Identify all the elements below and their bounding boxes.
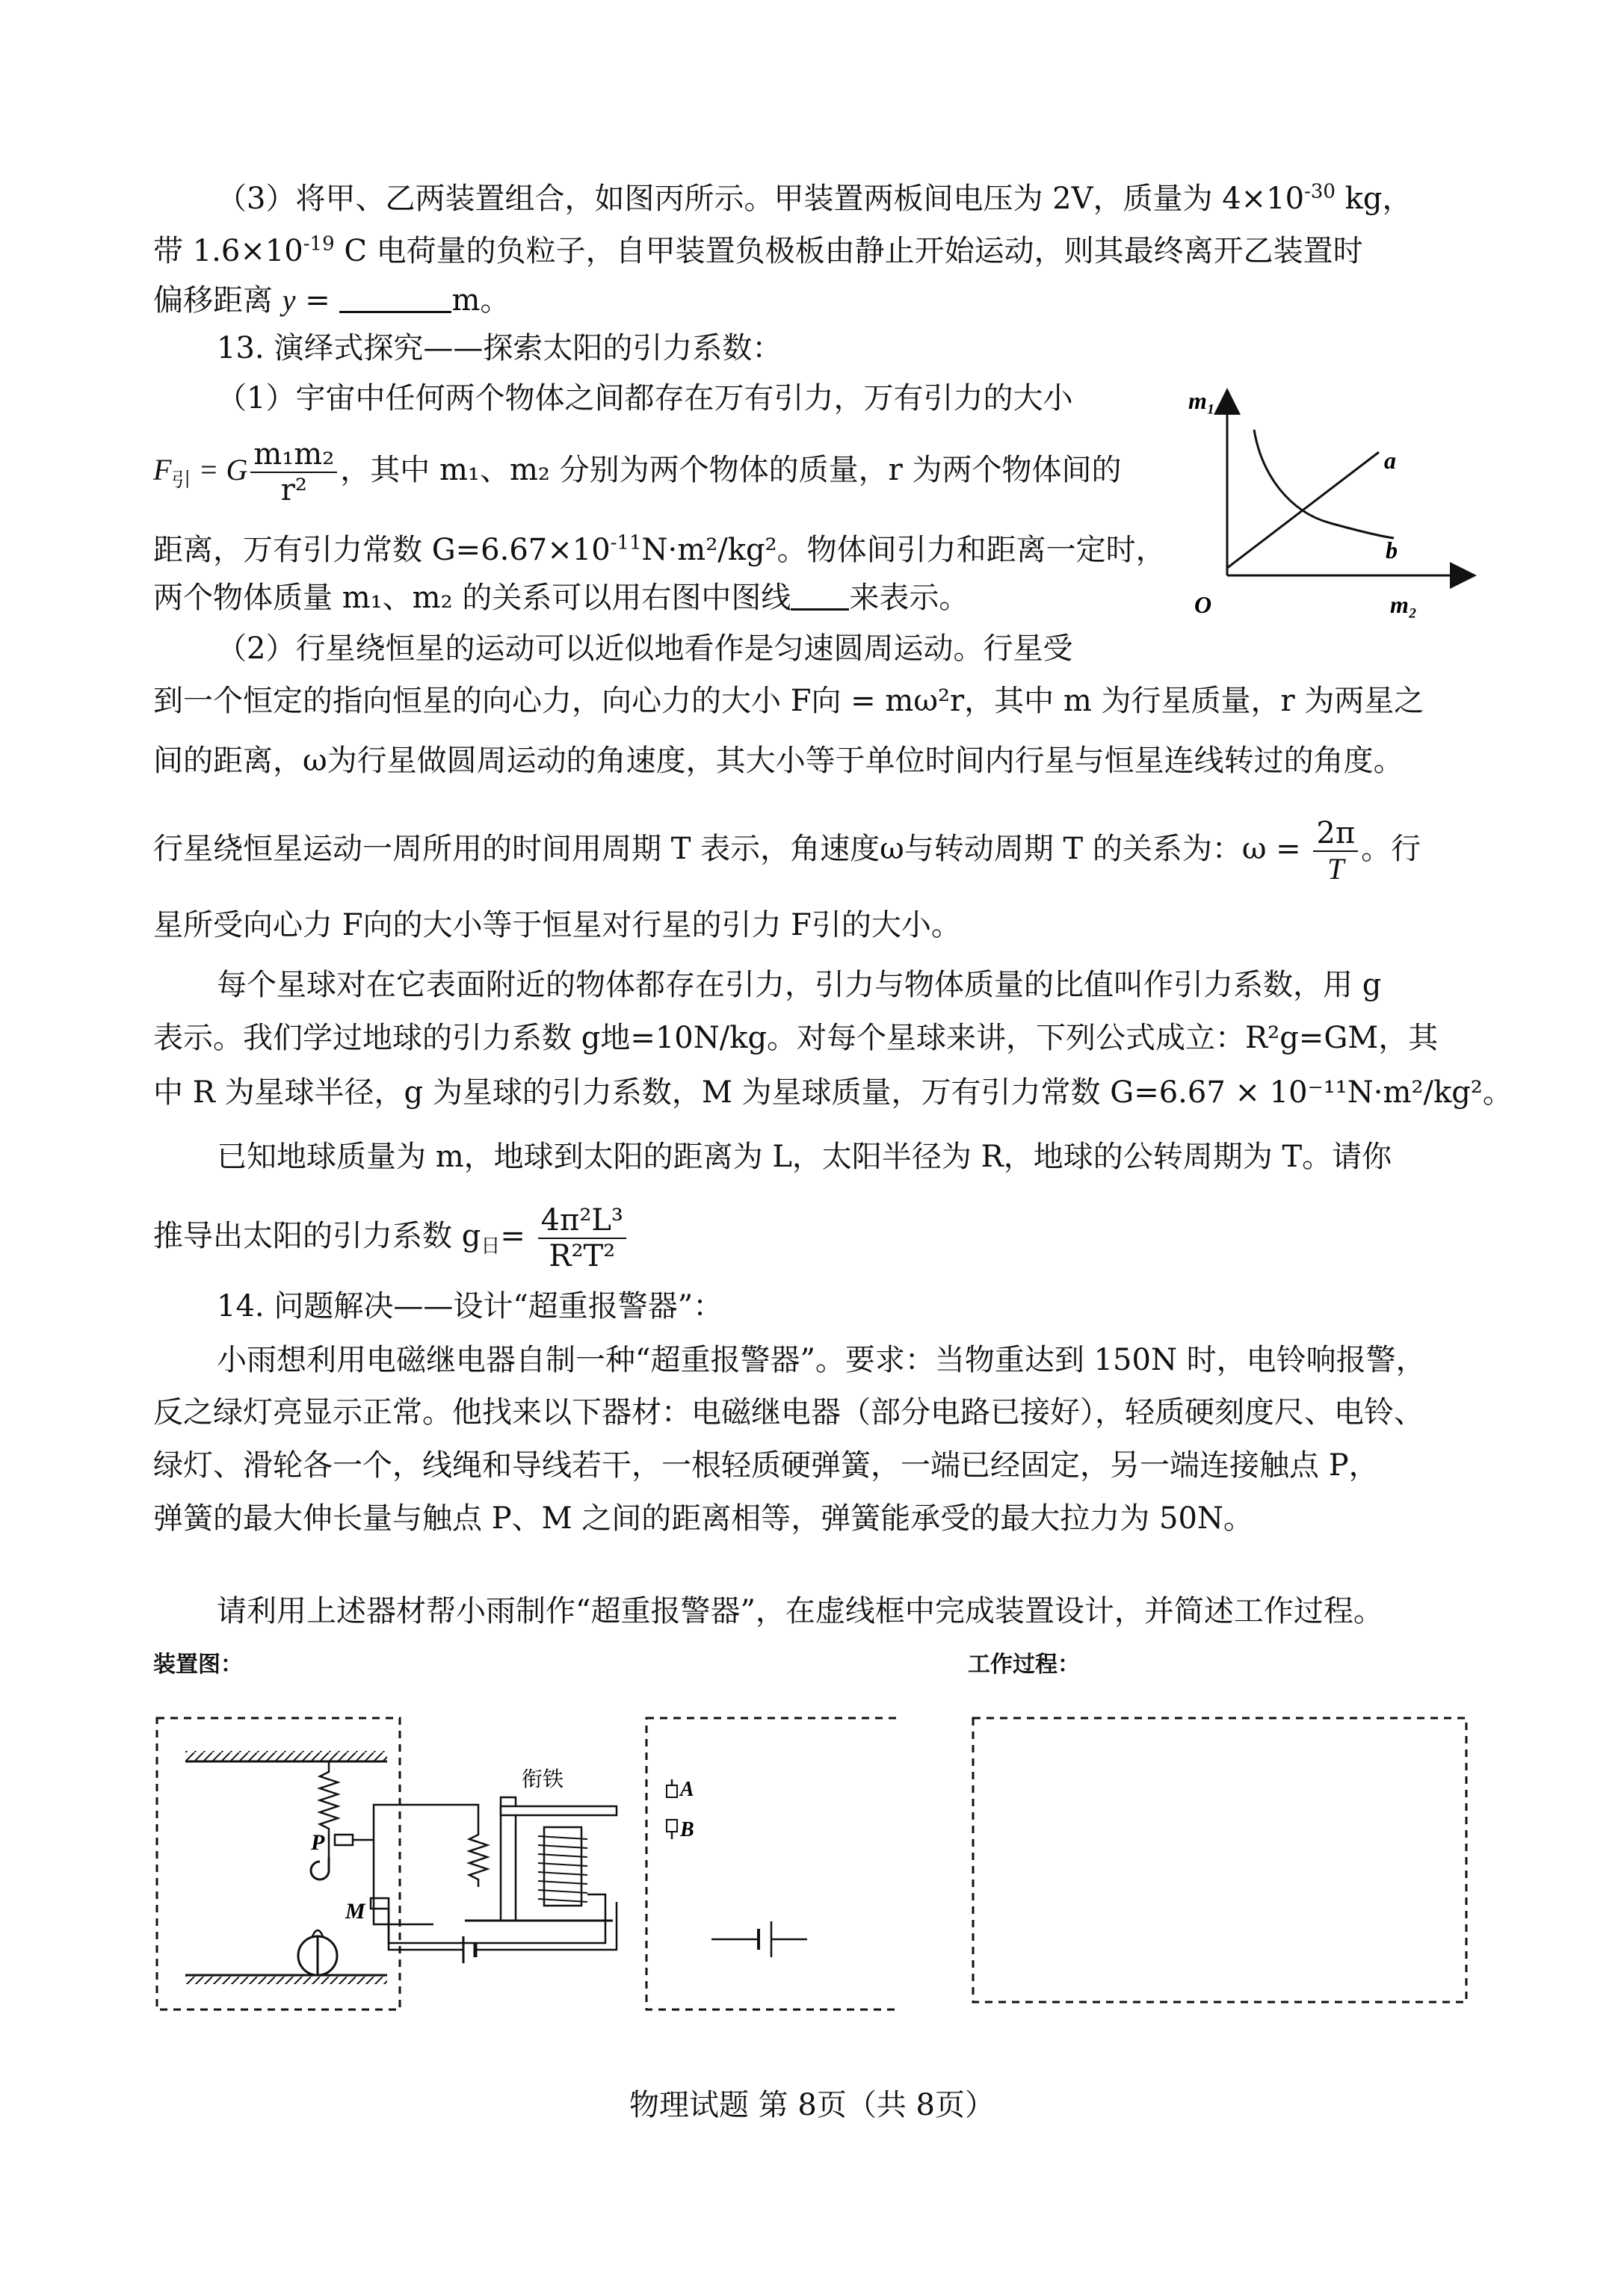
wire-p-top [353,1805,478,1840]
curve-b [1254,430,1394,538]
y-axis-label: m₁ [1188,387,1216,414]
q13-title: 13. 演绎式探究——探索太阳的引力系数： [217,331,782,365]
work-process-label: 工作过程： [968,1652,1080,1678]
q12-part3-line1: （3）将甲、乙两装置组合，如图丙所示。甲装置两板间电压为 2V，质量为 $4\times 10^{-30}$ kg， [217,180,1412,216]
q14-title: 14. 问题解决——设计“超重报警器”： [217,1289,723,1323]
contact-a [667,1785,677,1797]
q13-p4-line1: 已知地球质量为 m，地球到太阳的距离为 L，太阳半径为 R，地球的公转周期为 T。请你 [217,1140,1392,1174]
q13-p2-line5: 星所受向心力 F向的大小等于恒星对行星的引力 F引的大小。 [153,908,961,942]
curve-a-label: a [1384,447,1396,474]
q13-p2-line1: （2）行星绕恒星的运动可以近似地看作是匀速圆周运动。行星受 [217,631,1073,666]
q13-p4-line2: 推导出太阳的引力系数 $g_日=$ $\frac{\text{4π²L³}}{\text{R²T²}}$ [153,1203,629,1273]
q13-p3-line3: 中 R 为星球半径，g 为星球的引力系数，M 为星球质量，万有引力常数 G=6.67 × 10⁻¹¹N·m²/kg²。 [153,1075,1513,1110]
answer-blank-curve[interactable] [791,608,849,611]
omega-fraction: $\frac{2\pi}{T}$ [1313,816,1358,886]
coil-wire-left [374,1840,433,1924]
q14-line5: 请利用上述器材帮小雨制作“超重报警器”，在虚线框中完成装置设计，并简述工作过程。 [217,1594,1383,1628]
relay-spring [469,1827,487,1887]
armature-label: 衔铁 [522,1768,564,1791]
q13-p2-line4: 行星绕恒星运动一周所用的时间用周期 T 表示，角速度ω与转动周期 T 的关系为：ω = $\frac{2\pi}{T}$ 。行 [153,816,1421,886]
ceiling-hatch [185,1751,387,1761]
q13-p1-line2: $F_引 = G$ $\frac{\text{m₁m₂}}{\text{r²}}$ ，其中 m₁、m₂ 分别为两个物体的质量，r 为两个物体间的 [153,437,1122,507]
answer-blank-y[interactable] [339,311,451,313]
hook [311,1857,329,1879]
q12-part3-line3: 偏移距离 y = m。 [153,283,510,318]
q13-p2-line3: 间的距离，ω为行星做圆周运动的角速度，其大小等于单位时间内行星与恒星连线转过的角度。 [153,744,1404,778]
contact-p [335,1835,353,1845]
q13-p3-line1: 每个星球对在它表面附近的物体都存在引力，引力与物体质量的比值叫作引力系数，用 g [217,968,1382,1002]
gravity-formula-fraction: $\frac{\text{m₁m₂}}{\text{r²}}$ [250,437,337,507]
spring [320,1761,338,1839]
work-process-box[interactable] [964,1708,1487,2021]
q14-line4: 弹簧的最大伸长量与触点 P、M 之间的距离相等，弹簧能承受的最大拉力为 50N。 [153,1501,1253,1536]
floor-hatch [185,1975,387,1984]
device-diagram [149,1708,897,2029]
contact-p-label: P [311,1830,325,1855]
right-dashed-box[interactable] [646,1718,897,2010]
electromagnet-windings [538,1836,587,1902]
page-footer: 物理试题 第 8页（共 8页） [629,2088,995,2122]
sun-g-fraction: $\frac{\text{4π²L³}}{\text{R²T²}}$ [538,1203,626,1273]
q13-p1-line1: （1）宇宙中任何两个物体之间都存在万有引力，万有引力的大小 [217,381,1073,416]
curve-b-label: b [1386,537,1398,563]
origin-label: O [1194,591,1212,618]
q14-line2: 反之绿灯亮显示正常。他找来以下器材：电磁继电器（部分电路已接好），轻质硬刻度尺、电铃、 [153,1395,1424,1430]
q13-p3-line2: 表示。我们学过地球的引力系数 g地=10N/kg。对每个星球来讲，下列公式成立：R²g=GM，其 [153,1021,1439,1055]
contact-b-label: B [680,1818,694,1841]
armature [501,1806,617,1815]
q14-line3: 绿灯、滑轮各一个，线绳和导线若干，一根轻质硬弹簧，一端已经固定，另一端连接触点 P， [153,1448,1379,1483]
m1-m2-graph [1188,385,1480,624]
contact-m-label: M [345,1899,365,1924]
q14-line1: 小雨想利用电磁继电器自制一种“超重报警器”。要求：当物重达到 150N 时，电铃响报警， [217,1343,1426,1377]
q13-p2-line2: 到一个恒定的指向恒星的向心力，向心力的大小 F向 = mω²r，其中 m 为行星质量，r 为两星之 [153,684,1424,718]
device-diagram-label: 装置图： [153,1652,243,1678]
contact-b [667,1820,677,1832]
q13-p1-line4: 两个物体质量 m₁、m₂ 的关系可以用右图中图线 来表示。 [153,581,969,615]
x-axis-label: m₂ [1390,591,1418,618]
q12-part3-line2: 带 $1.6\times 10^{-19}$ C 电荷量的负粒子，自甲装置负极板由静止开始运动，则其最终离开乙装置时 [153,232,1363,268]
q13-p1-line3: 距离，万有引力常数 $G=6.67\times 10^{-11}N\cdot m^2$/kg²。物体间引力和距离一定时， [153,531,1166,567]
contact-a-label: A [680,1778,694,1801]
